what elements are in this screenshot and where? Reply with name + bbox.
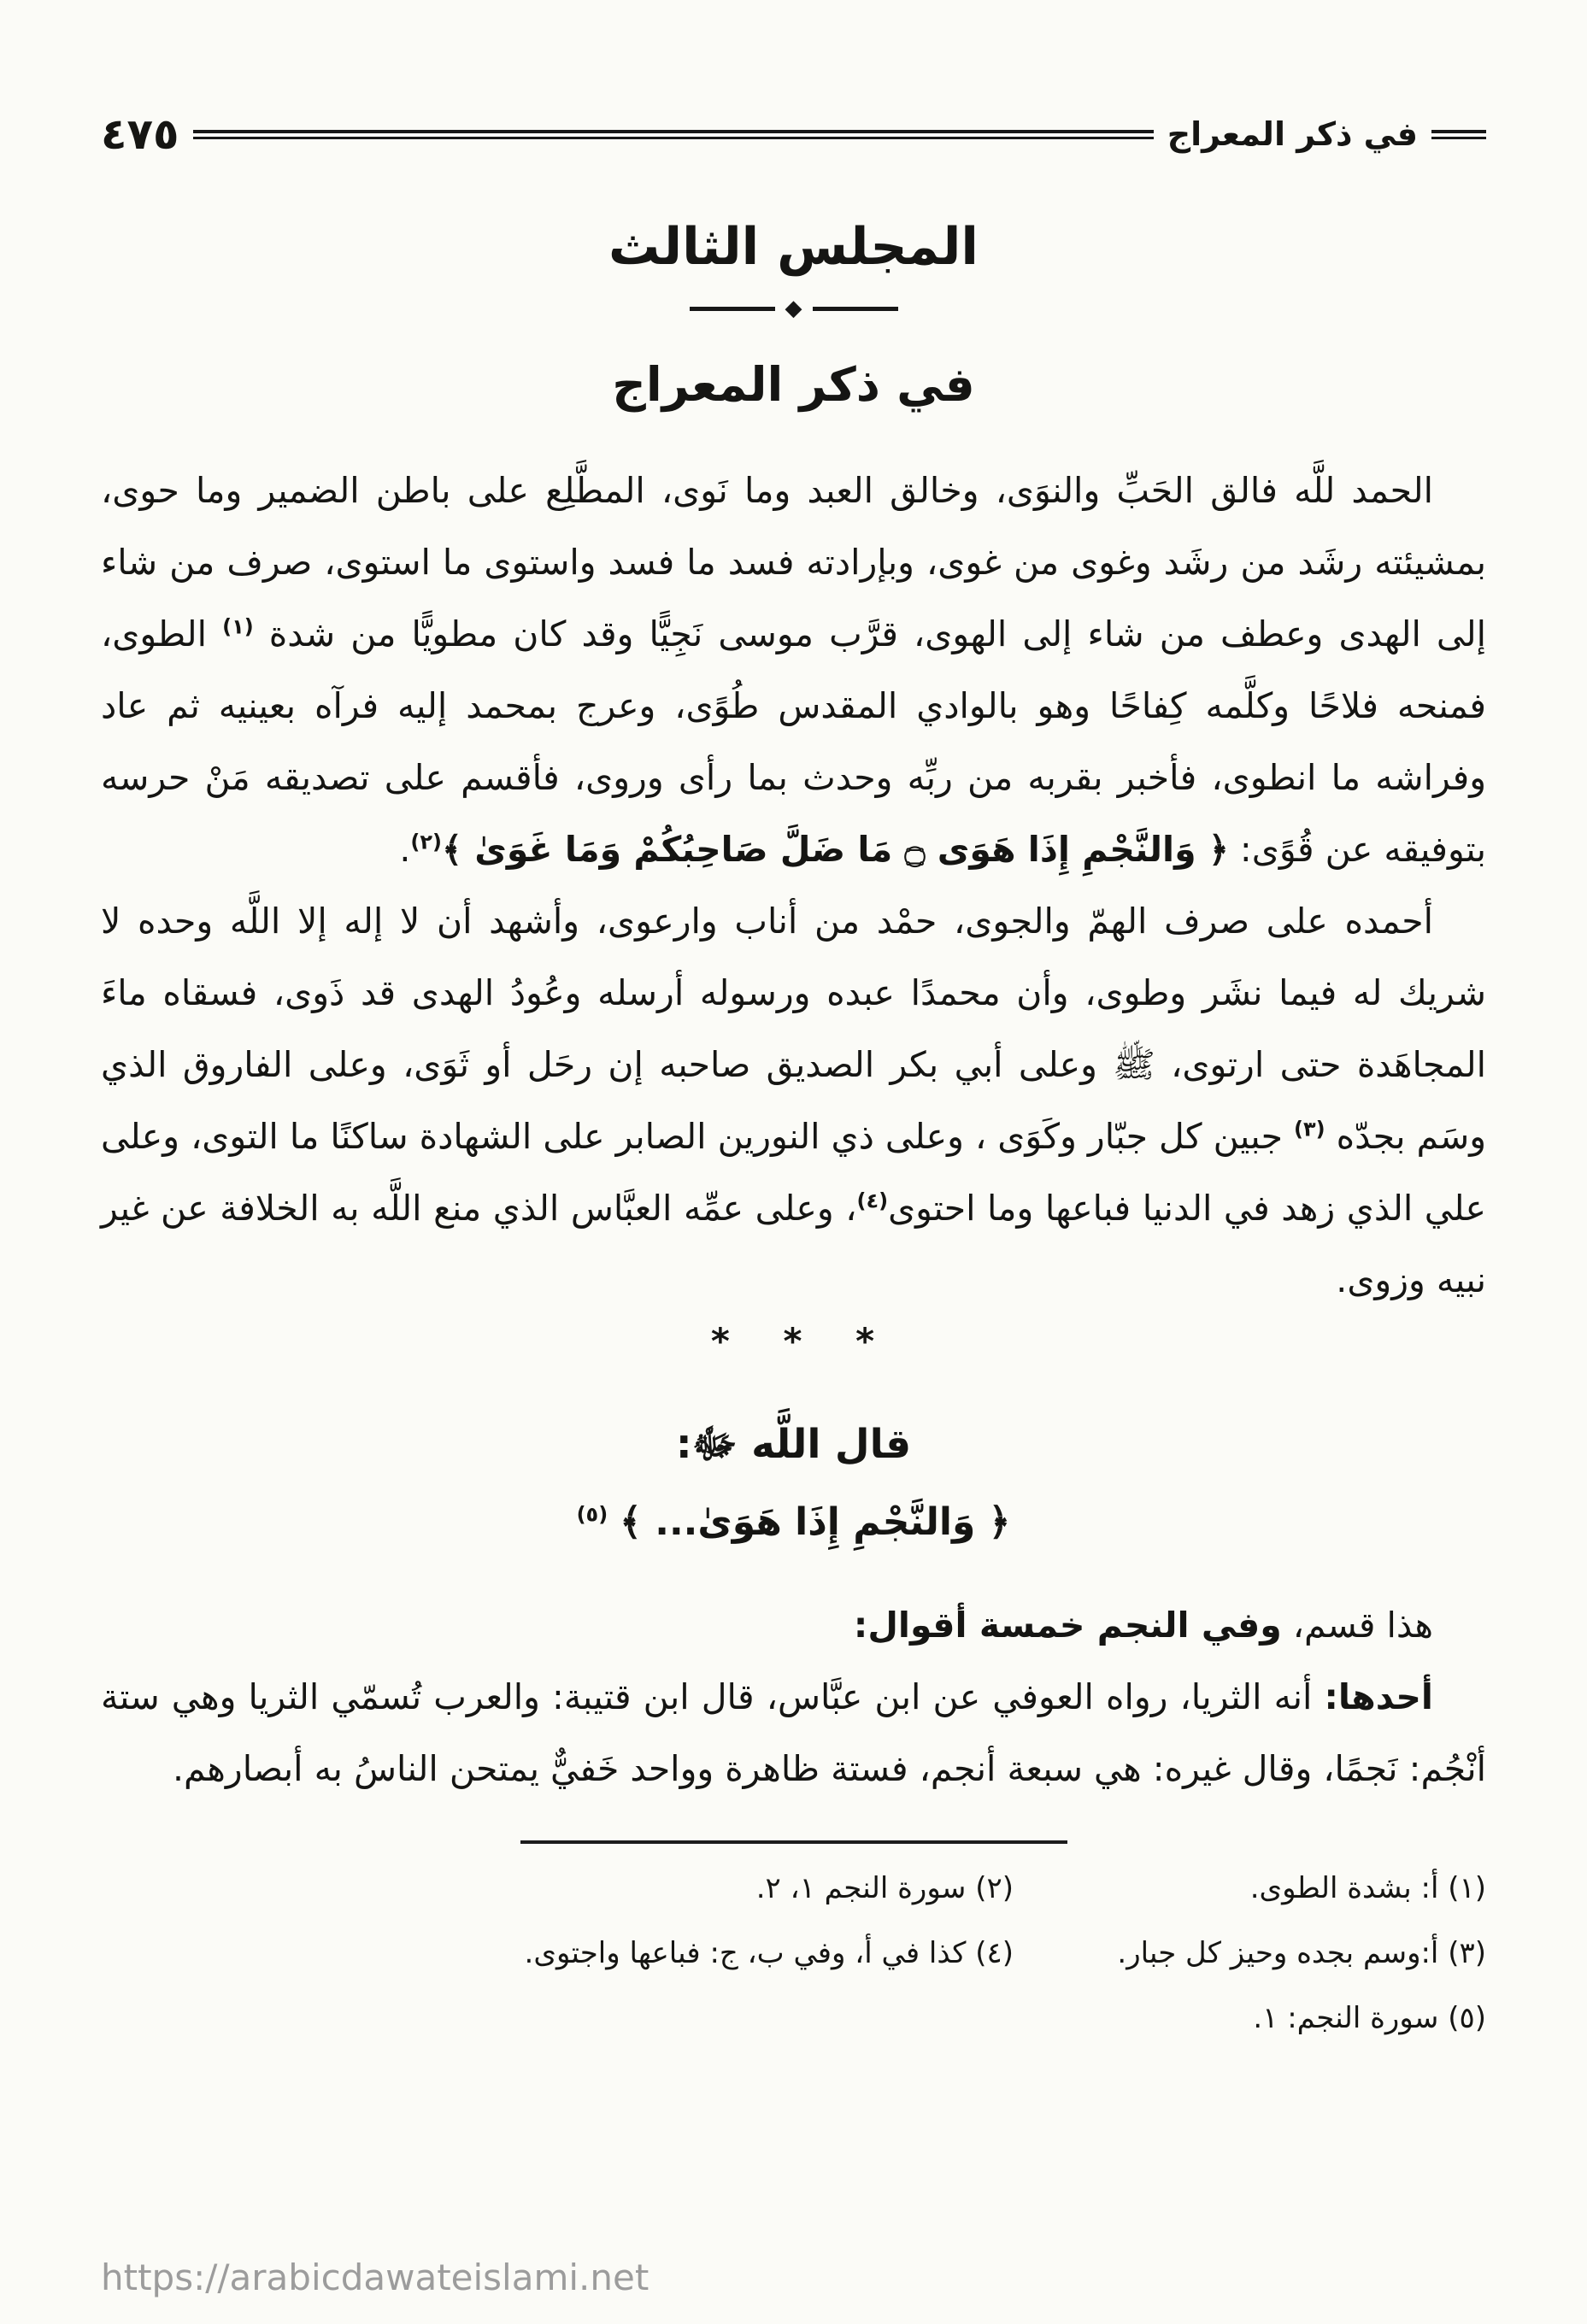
footnote-ref: (٢) [410, 830, 442, 854]
ornament-icon: ◆ [785, 296, 802, 321]
text-run: الحمد للَّه فالق الحَبِّ والنوَى، وخالق العبد وما نَوى، المطَّلِع على باطن الضمير وما حوى، بمشيئته رشَد من رشَد وغوى من غوى، وبإرادته فسد ما فسد واستوى ما استوى، صرف من شاء إلى الهدى وعطف من شاء إلى الهوى، قرَّب موسى نَجِيًّا وقد كان مطويًّا من شدة [101, 470, 1486, 654]
text-run: . [399, 829, 411, 870]
footnote-ref: (٤) [856, 1188, 889, 1213]
footnote: (٣) أ:وسم بجده وحيز كل جبار. [1117, 1936, 1486, 1970]
footnote-ref: (١) [222, 614, 254, 639]
chapter-title: المجلس الثالث [608, 217, 979, 277]
footnote-row [101, 1856, 1486, 1921]
qala-allah-heading: قال اللَّه ﷻ: [675, 1421, 912, 1468]
paragraph [101, 885, 1486, 1316]
text-run: الطوى، فمنحه فلاحًا وكلَّمه كِفاحًا وهو بالوادي المقدس طُوًى، وعرج بمحمد إليه فرآه بعينيه ثم عاد وفراشه ما انطوى، فأخبر بقربه من ربِّه وحدث بما رأى وروى، فأقسم على تصديقه مَنْ حرسه بتوفيقه عن قُوًى: [101, 613, 1486, 870]
running-title: في ذكر المعراج [1167, 115, 1418, 153]
footnote-row [101, 1921, 1486, 1986]
stars-separator: * * * [710, 1320, 877, 1362]
watermark-url: https://arabicdawateislami.net [101, 2257, 649, 2298]
opening-khutba-text [101, 455, 1486, 1316]
text-run: أنه الثريا، رواه العوفي عن ابن عبَّاس، قال ابن قتيبة: والعرب تُسمّي الثريا وهي ستة أنْجُم: نَجمًا، وقال غيره: هي سبعة أنجم، فستة ظاهرة وواحد خَفيٌّ يمتحن الناسُ به أبصارهم. [101, 1676, 1486, 1789]
page-number: ٤٧٥ [101, 109, 179, 159]
text-run: هذا قسم، [1281, 1605, 1433, 1646]
footnote-ref: (٥) [576, 1502, 608, 1527]
text-run: جبين كل جبّار وكَوَى ، وعلى ذي النورين الصابر على الشهادة ساكنًا ما التوى، وعلى علي الذي زهد في الدنيا فباعها وما احتوى [101, 1116, 1486, 1229]
quran-verse-line [101, 1492, 1486, 1553]
ornament-line [813, 307, 898, 311]
header-rule-short [1431, 130, 1486, 139]
quran-text: ﴿ وَالنَّجْمِ إِذَا هَوَى ۝ مَا ضَلَّ صَاحِبُكُمْ وَمَا غَوَىٰ ﴾ [441, 829, 1229, 870]
footnote [101, 1986, 1014, 2051]
paragraph [101, 1589, 1486, 1661]
commentary-text [101, 1589, 1486, 1805]
footnote: (٢) سورة النجم ١، ٢. [755, 1871, 1014, 1905]
text-run: أحمده على صرف الهمّ والجوى، حمْد من أناب وارعوى، وأشهد أن لا إله إلا اللَّه وحده لا شريك له فيما نشَر وطوى، وأن محمدًا عبده ورسوله أرسله وعُودُ الهدى قد ذَوى، فسقاه ماءَ المجاهَدة حتى ارتوى، ﷺ وعلى أبي بكر الصديق صاحبه إن رحَل أو ثَوَى، وعلى الفاروق الذي وسَم بجدّه [101, 901, 1486, 1157]
footnote: (٥) سورة النجم: ١. [1253, 2001, 1486, 2035]
paragraph [101, 1661, 1486, 1805]
footnote: (٤) كذا في أ، وفي ب، ج: فباعها واجتوى. [524, 1936, 1014, 1970]
ornament-line [690, 307, 775, 311]
section-title: في ذكر المعراج [612, 357, 975, 412]
quran-verse-text: ﴿ وَالنَّجْمِ إِذَا هَوَىٰ... ﴾ [620, 1500, 1011, 1544]
emphasized-text: أحدها: [1324, 1676, 1433, 1717]
page-header [101, 109, 1486, 159]
header-rule-long [193, 130, 1154, 139]
footnote-divider [520, 1840, 1067, 1844]
ornament-divider [101, 297, 1486, 320]
footnote-row [101, 1986, 1486, 2051]
text-run: ، وعلى عمِّه العبَّاس الذي منع اللَّه به الخلافة عن غير نبيه وزوى. [101, 1188, 1486, 1300]
footnote: (١) أ: بشدة الطوى. [1249, 1871, 1486, 1905]
emphasized-text: وفي النجم خمسة أقوال: [853, 1605, 1282, 1646]
paragraph [101, 455, 1486, 885]
footnote-ref: (٣) [1293, 1117, 1325, 1141]
footnotes-section [101, 1856, 1486, 2051]
